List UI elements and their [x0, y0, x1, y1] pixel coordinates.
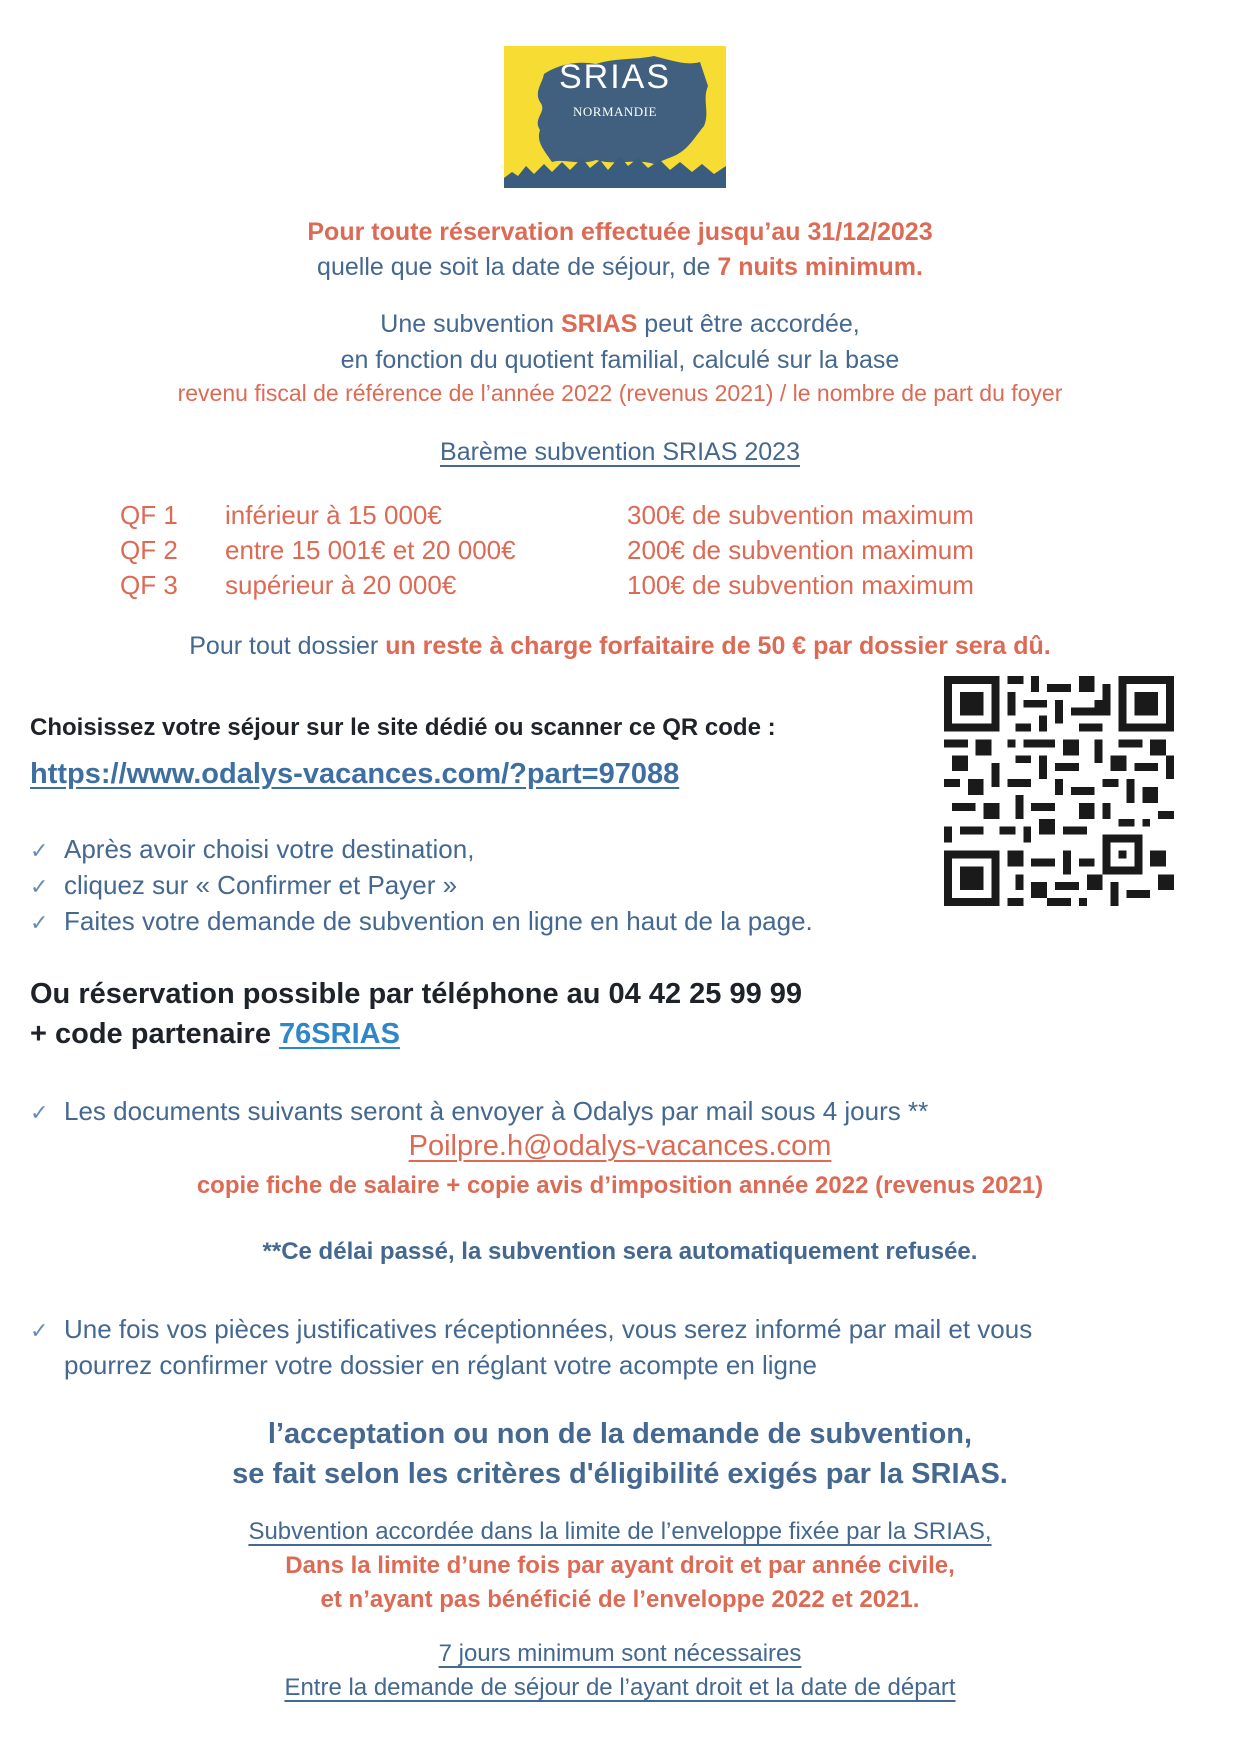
table-row	[120, 498, 974, 533]
list-item	[30, 906, 813, 937]
limits-line-3: et n’ayant pas bénéficié de l’enveloppe 2022 et 2021.	[320, 1586, 920, 1613]
limits-line-1-text: Subvention accordée dans la limite de l’enveloppe fixée par la SRIAS,	[248, 1518, 992, 1545]
reste-pre: Pour tout dossier	[189, 632, 386, 660]
choose-text: Choisissez votre séjour sur le site dédié ou scanner ce QR code :	[30, 714, 776, 741]
confirmation-line-1: Une fois vos pièces justificatives réceptionnées, vous serez informé par mail et vous	[64, 1314, 1033, 1344]
intro-line-2-text: quelle que soit la date de séjour, de	[317, 253, 718, 281]
subvention-line-3: revenu fiscal de référence de l’année 2022 (revenus 2021) / le nombre de part du foyer	[177, 380, 1063, 406]
subvention-line-1-post: peut être accordée,	[637, 310, 860, 338]
bareme-range: entre 15 001€ et 20 000€	[225, 535, 516, 565]
phone-line-2	[30, 1018, 400, 1051]
acceptation-line-1: l’acceptation ou non de la demande de subvention,	[267, 1418, 973, 1450]
checkmark-icon: ✓	[30, 1318, 49, 1343]
bareme-range: inférieur à 15 000€	[225, 500, 442, 530]
delay-line-2	[0, 1674, 1240, 1702]
list-item	[30, 1314, 1032, 1345]
bareme-amount: 100€ de subvention maximum	[627, 570, 974, 600]
srias-logo	[504, 46, 726, 188]
delay-line-1	[0, 1640, 1240, 1668]
bareme-title-text: Barème subvention SRIAS 2023	[440, 438, 800, 466]
subvention-srias: SRIAS	[560, 310, 638, 338]
step-text: Faites votre demande de subvention en ligne en haut de la page.	[64, 906, 813, 936]
odalys-link[interactable]: https://www.odalys-vacances.com/?part=97088	[30, 758, 680, 790]
qr-code-icon[interactable]	[944, 676, 1174, 906]
phone-line-1: Ou réservation possible par téléphone au 04 42 25 99 99	[30, 978, 803, 1010]
intro-line-1: Pour toute réservation effectuée jusqu’au 31/12/2023	[307, 218, 933, 246]
step-text: Après avoir choisi votre destination,	[64, 834, 475, 864]
bareme-qf: QF 2	[120, 535, 178, 565]
reste-highlight: un reste à charge forfaitaire de 50 € par dossier sera dû.	[385, 632, 1051, 660]
phone-code-label: + code partenaire	[30, 1018, 280, 1050]
delay-line-2-text: Entre la demande de séjour de l’ayant droit et la date de départ	[284, 1674, 956, 1701]
subvention-line-1	[0, 310, 1240, 339]
table-row	[120, 533, 974, 568]
bareme-title	[0, 438, 1240, 467]
subvention-line-1-pre: Une subvention	[380, 310, 561, 338]
email-line	[0, 1130, 1240, 1163]
list-item	[30, 870, 457, 901]
email-link[interactable]: Poilpre.h@odalys-vacances.com	[408, 1130, 832, 1162]
bareme-qf: QF 1	[120, 500, 178, 530]
checkmark-icon: ✓	[30, 1100, 49, 1125]
logo-subtitle: NORMANDIE	[573, 104, 657, 119]
checkmark-icon: ✓	[30, 874, 49, 899]
bareme-amount: 200€ de subvention maximum	[627, 535, 974, 565]
delay-line-1-text: 7 jours minimum sont nécessaires	[438, 1640, 802, 1667]
confirmation-line-2: pourrez confirmer votre dossier en réglant votre acompte en ligne	[64, 1350, 817, 1380]
bareme-table	[120, 498, 974, 603]
limits-line-1	[0, 1518, 1240, 1546]
documents-required: copie fiche de salaire + copie avis d’imposition année 2022 (revenus 2021)	[196, 1172, 1044, 1199]
checkmark-icon: ✓	[30, 910, 49, 935]
acceptation-line-2: se fait selon les critères d'éligibilité exigés par la SRIAS.	[232, 1458, 1008, 1490]
documents-warning: **Ce délai passé, la subvention sera automatiquement refusée.	[262, 1238, 978, 1265]
step-text: cliquez sur « Confirmer et Payer »	[64, 870, 458, 900]
bareme-amount: 300€ de subvention maximum	[627, 500, 974, 530]
partner-code: 76SRIAS	[279, 1018, 400, 1050]
logo-title: SRIAS	[558, 58, 672, 96]
intro-line-2	[0, 253, 1240, 282]
limits-line-2: Dans la limite d’une fois par ayant droit et par année civile,	[285, 1552, 955, 1579]
reste-a-charge	[0, 632, 1240, 661]
bareme-range: supérieur à 20 000€	[225, 570, 457, 600]
list-item	[30, 1096, 928, 1127]
table-row	[120, 568, 974, 603]
subvention-line-2: en fonction du quotient familial, calculé sur la base	[340, 346, 900, 374]
bareme-qf: QF 3	[120, 570, 178, 600]
checkmark-icon: ✓	[30, 838, 49, 863]
intro-min-nights: 7 nuits minimum.	[717, 253, 923, 281]
list-item	[30, 834, 474, 865]
documents-text: Les documents suivants seront à envoyer à Odalys par mail sous 4 jours **	[64, 1096, 929, 1126]
